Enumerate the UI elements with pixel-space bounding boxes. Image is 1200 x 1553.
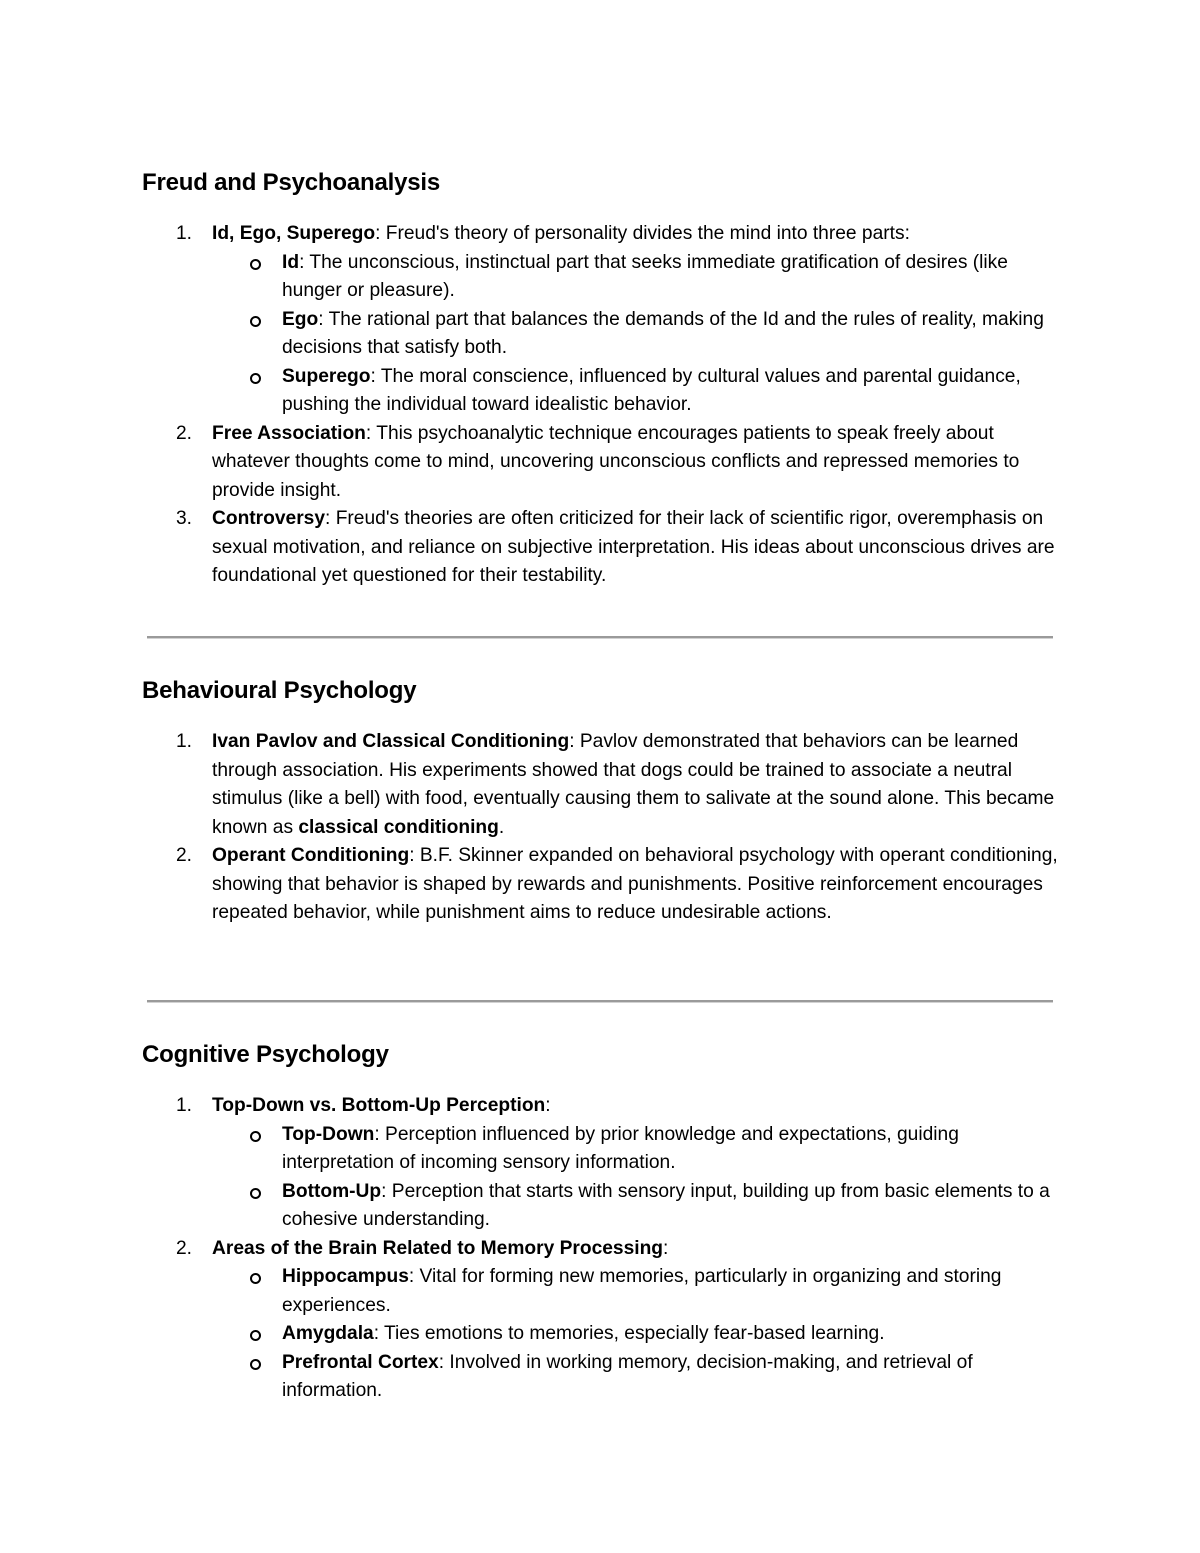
- hollow-bullet-icon: [250, 1188, 261, 1199]
- list-item: [142, 1235, 1062, 1406]
- sub-list-item: [212, 249, 1062, 306]
- item-text: : B.F. Skinner expanded on behavioral psychology with operant conditioning, showing that behavior is shaped by rewards and punishments. Positive reinforcement encourages repeated behavior, while punishment aims to reduce undesirable actions.: [212, 845, 1058, 923]
- item-term: Areas of the Brain Related to Memory Processing: [212, 1237, 664, 1259]
- numbered-list: [142, 728, 1062, 928]
- sub-list-item: [212, 306, 1062, 363]
- list-item: [142, 505, 1062, 591]
- list-item: [142, 842, 1062, 928]
- sub-item-text: : Ties emotions to memories, especially fear-based learning.: [373, 1323, 885, 1344]
- sub-item-term: Bottom-Up: [282, 1180, 382, 1202]
- item-text: : Freud's theories are often criticized for their lack of scientific rigor, overemphasis on sexual motivation, and reliance on subjective interpretation. His ideas about unconscious drives are foundational yet questioned for their testability.: [212, 508, 1055, 586]
- sub-list-item: [212, 1263, 1062, 1320]
- list-number: 1.: [176, 731, 193, 752]
- item-term: Controversy: [212, 508, 326, 529]
- sub-item-term: Id: [282, 251, 300, 273]
- hollow-bullet-icon: [250, 316, 261, 327]
- item-term: Free Association: [212, 422, 366, 444]
- numbered-list: [142, 220, 1062, 591]
- sub-item-text: : The unconscious, instinctual part that seeks immediate gratification of desires (like hunger or pleasure).: [282, 251, 1008, 301]
- item-term-inline: classical conditioning: [298, 816, 499, 838]
- section-behavioural: [142, 676, 1062, 928]
- sub-item-term: Ego: [282, 308, 319, 330]
- sub-list-item: [212, 1121, 1062, 1178]
- sub-list-item: [212, 363, 1062, 420]
- sub-item-term: Prefrontal Cortex: [282, 1351, 439, 1373]
- list-number: 2.: [176, 1237, 193, 1259]
- item-term: Id, Ego, Superego: [212, 223, 376, 244]
- sub-item-text: : Vital for forming new memories, particularly in organizing and storing experiences.: [282, 1266, 1002, 1316]
- horizontal-divider: [147, 1000, 1053, 1003]
- item-text-end: .: [498, 816, 505, 838]
- sub-list-item: [212, 1349, 1062, 1406]
- list-number: 1.: [176, 223, 193, 244]
- sub-list-item: [212, 1320, 1062, 1349]
- list-item: [142, 728, 1062, 842]
- sub-list: [212, 249, 1062, 420]
- item-term: Operant Conditioning: [212, 845, 410, 866]
- section-heading: Freud and Psychoanalysis: [142, 169, 440, 196]
- hollow-bullet-icon: [250, 1330, 261, 1341]
- item-text: :: [545, 1095, 551, 1116]
- horizontal-divider: [147, 636, 1053, 639]
- list-number: 3.: [176, 508, 193, 529]
- list-number: 2.: [176, 422, 193, 444]
- sub-item-text: : The rational part that balances the demands of the Id and the rules of reality, making decisions that satisfy both.: [282, 308, 1044, 358]
- item-text: : Freud's theory of personality divides the mind into three parts:: [375, 223, 910, 244]
- sub-list-item: [212, 1178, 1062, 1235]
- numbered-list: [142, 1092, 1062, 1406]
- list-number: 2.: [176, 845, 193, 866]
- sub-item-term: Top-Down: [282, 1123, 375, 1145]
- hollow-bullet-icon: [250, 1359, 261, 1370]
- hollow-bullet-icon: [250, 1131, 261, 1142]
- item-text: :: [663, 1237, 669, 1259]
- section-cognitive: [142, 1040, 1062, 1406]
- sub-item-term: Amygdala: [282, 1323, 374, 1344]
- list-item: [142, 1092, 1062, 1235]
- sub-item-text: : Perception influenced by prior knowledge and expectations, guiding interpretation of incoming sensory information.: [282, 1123, 959, 1173]
- sub-list: [212, 1121, 1062, 1235]
- item-text: : Pavlov demonstrated that behaviors can be learned through association. His experiments showed that dogs could be trained to associate a neutral stimulus (like a bell) with food, eventually causing them to salivate at the sound alone. This became known as: [212, 731, 1055, 838]
- section-heading: Cognitive Psychology: [142, 1041, 389, 1068]
- section-freud: [142, 168, 1062, 591]
- hollow-bullet-icon: [250, 373, 261, 384]
- item-term: Top-Down vs. Bottom-Up Perception: [212, 1095, 546, 1116]
- list-item: [142, 420, 1062, 506]
- sub-item-text: : Involved in working memory, decision-making, and retrieval of information.: [282, 1351, 973, 1401]
- list-number: 1.: [176, 1095, 193, 1116]
- item-term: Ivan Pavlov and Classical Conditioning: [212, 731, 570, 752]
- sub-item-term: Superego: [282, 365, 371, 387]
- hollow-bullet-icon: [250, 1273, 261, 1284]
- item-text: : This psychoanalytic technique encourages patients to speak freely about whatever thoughts come to mind, uncovering unconscious conflicts and repressed memories to provide insight.: [212, 422, 1020, 501]
- sub-item-text: : Perception that starts with sensory input, building up from basic elements to a cohesive understanding.: [282, 1180, 1050, 1230]
- list-item: [142, 220, 1062, 420]
- hollow-bullet-icon: [250, 259, 261, 270]
- sub-list: [212, 1263, 1062, 1406]
- section-heading: Behavioural Psychology: [142, 677, 417, 704]
- sub-item-term: Hippocampus: [282, 1266, 409, 1287]
- sub-item-text: : The moral conscience, influenced by cultural values and parental guidance, pushing the individual toward idealistic behavior.: [282, 365, 1021, 415]
